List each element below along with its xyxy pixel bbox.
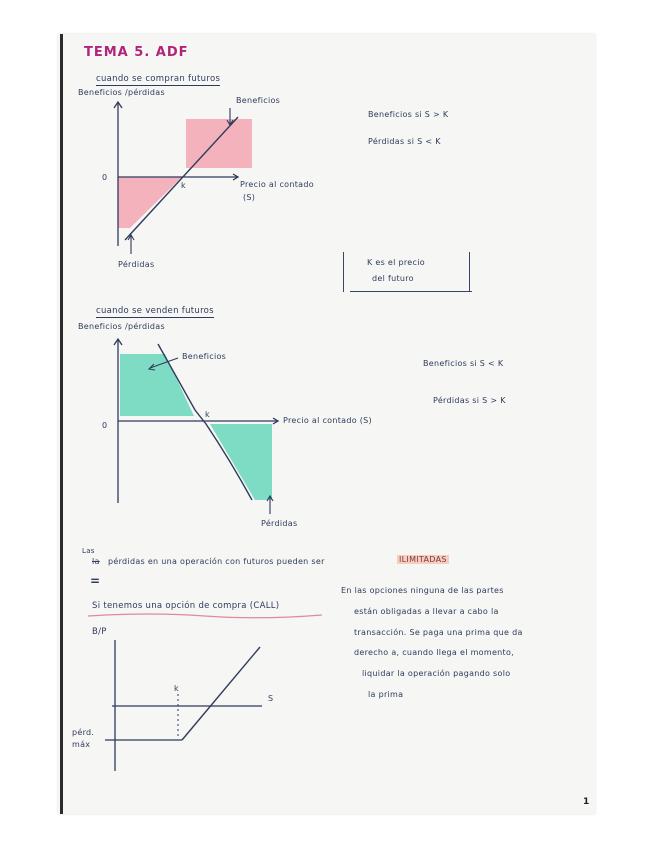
section1-zero: 0 xyxy=(102,173,108,182)
section1-rule-loss: Pérdidas si S < K xyxy=(368,137,441,146)
unlimited-highlight: ILIMITADAS xyxy=(399,555,447,564)
note-box-line2: del futuro xyxy=(372,274,414,283)
section3-prima-2: máx xyxy=(72,740,91,749)
page-title: TEMA 5. ADF xyxy=(84,45,189,60)
section2-zero: 0 xyxy=(102,421,108,430)
section1-y-label: Beneficios /pérdidas xyxy=(78,88,165,97)
section3-payoff-line xyxy=(182,647,260,740)
section2-heading: cuando se venden futuros xyxy=(96,306,214,316)
unlimited-crossed: la xyxy=(92,557,100,566)
note-box-line1: K es el precio xyxy=(367,258,425,267)
section2-profit-label: Beneficios xyxy=(182,352,227,361)
section2-y-label: Beneficios /pérdidas xyxy=(78,322,165,331)
section3-prima-1: pérd. xyxy=(72,728,95,737)
section1-x-label-2: (S) xyxy=(243,193,256,202)
paragraph-line-3: transacción. Se paga una prima que da xyxy=(354,628,523,637)
section2-x-label: Precio al contado (S) xyxy=(283,416,372,425)
equals-mark: = xyxy=(90,574,101,588)
section3-s: S xyxy=(268,694,274,703)
section1-heading: cuando se compran futuros xyxy=(96,74,221,84)
section2-rule-profit: Beneficios si S < K xyxy=(423,359,504,368)
section2-loss-label: Pérdidas xyxy=(261,519,298,528)
section1-loss-label: Pérdidas xyxy=(118,260,155,269)
page-number: 1 xyxy=(583,797,590,807)
section3-heading: Si tenemos una opción de compra (CALL) xyxy=(92,601,280,611)
section1-profit-label: Beneficios xyxy=(236,96,281,105)
section2-rule-loss: Pérdidas si S > K xyxy=(433,396,506,405)
section1-x-label-1: Precio al contado xyxy=(240,180,314,189)
section1-rule-profit: Beneficios si S > K xyxy=(368,110,449,119)
paragraph-line-6: la prima xyxy=(368,690,404,699)
paragraph-line-4: derecho a, cuando llega el momento, xyxy=(354,648,515,657)
section1-k: k xyxy=(181,181,186,190)
section2-k: k xyxy=(205,410,210,419)
section3-k: k xyxy=(174,684,179,693)
paragraph-line-2: están obligadas a llevar a cabo la xyxy=(354,607,499,616)
unlimited-prefix: Las xyxy=(82,547,95,555)
paragraph-line-1: En las opciones ninguna de las partes xyxy=(341,586,504,595)
section3-y-label: B/P xyxy=(92,627,107,637)
unlimited-text: pérdidas en una operación con futuros pueden ser xyxy=(108,557,325,566)
paragraph-line-5: liquidar la operación pagando solo xyxy=(362,669,511,678)
